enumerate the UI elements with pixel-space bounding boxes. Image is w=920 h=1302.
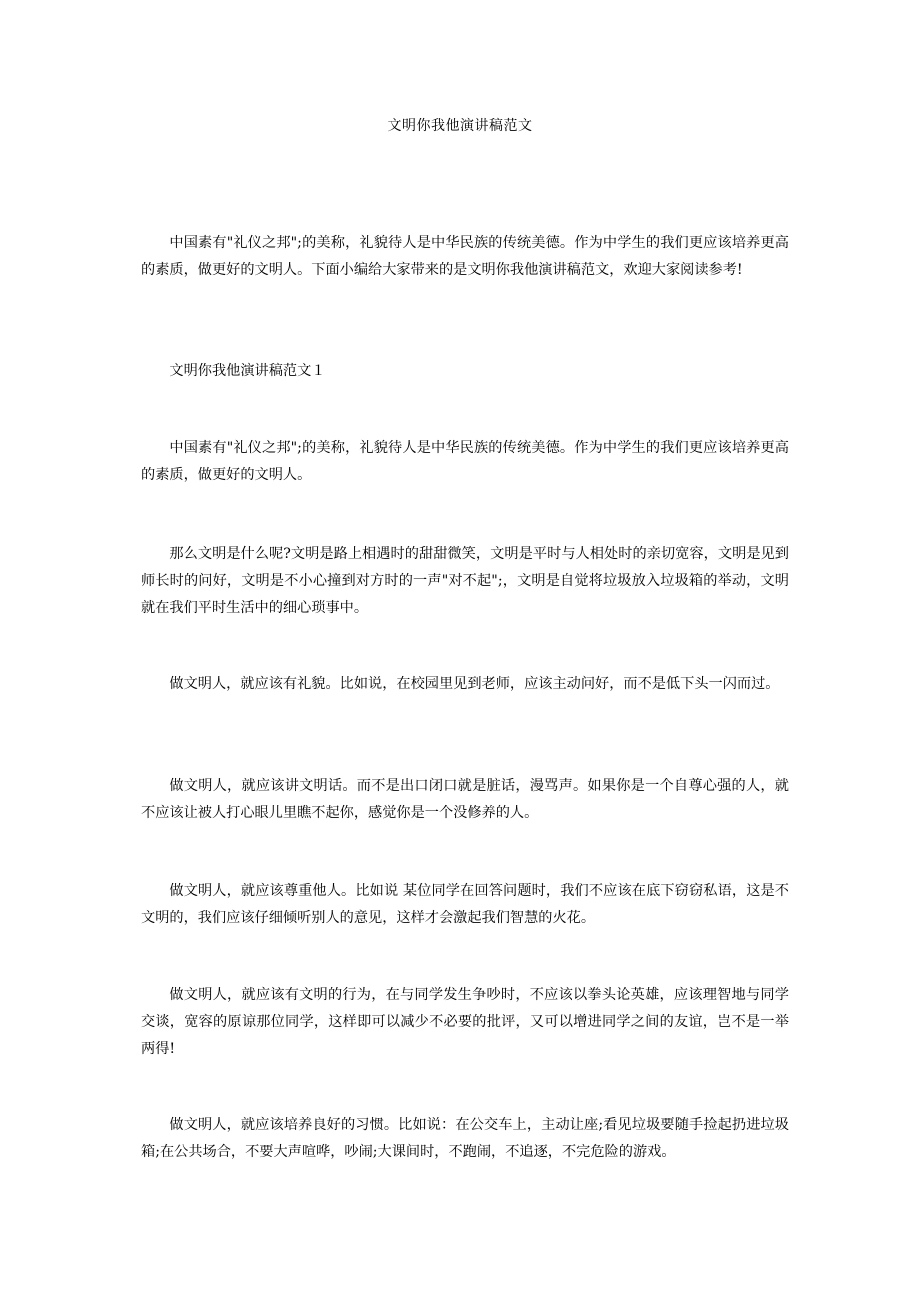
body-paragraph-3: 做文明人，就应该有礼貌。比如说，在校园里见到老师，应该主动问好，而不是低下头一闪而过。: [169, 676, 780, 692]
body-paragraph-2: 那么文明是什么呢?文明是路上相遇时的甜甜微笑，文明是平时与人相处时的亲切宽容，文明是见到师长时的问好，文明是不小心撞到对方时的一声"对不起";，文明是自觉将垃圾放入垃圾箱的举动，文明就在我们平时生活中的细心琐事中。: [141, 546, 789, 616]
body-paragraph-7: 做文明人，就应该培养良好的习惯。比如说：在公交车上，主动让座;看见垃圾要随手捡起扔进垃圾箱;在公共场合，不要大声喧哗，吵闹;大课间时，不跑闹，不追逐，不完危险的游戏。: [141, 1117, 789, 1160]
body-paragraph-4: 做文明人，就应该讲文明话。而不是出口闭口就是脏话，漫骂声。如果你是一个自尊心强的人，就不应该让被人打心眼儿里瞧不起你，感觉你是一个没修养的人。: [141, 778, 789, 821]
body-paragraph-5: 做文明人，就应该尊重他人。比如说 某位同学在回答问题时，我们不应该在底下窃窃私语，这是不文明的，我们应该仔细倾听别人的意见，这样才会激起我们智慧的火花。: [141, 883, 789, 926]
intro-paragraph: 中国素有"礼仪之邦";的美称，礼貌待人是中华民族的传统美德。作为中学生的我们更应该培养更高的素质，做更好的文明人。下面小编给大家带来的是文明你我他演讲稿范文，欢迎大家阅读参考!: [141, 235, 789, 278]
body-paragraph-6: 做文明人，就应该有文明的行为，在与同学发生争吵时，不应该以拳头论英雄，应该理智地与同学交谈，宽容的原谅那位同学，这样即可以减少不必要的批评，又可以增进同学之间的友谊，岂不是一举两得!: [141, 987, 789, 1057]
section-heading: 文明你我他演讲稿范文１: [169, 363, 326, 379]
body-paragraph-1: 中国素有"礼仪之邦";的美称，礼貌待人是中华民族的传统美德。作为中学生的我们更应该培养更高的素质，做更好的文明人。: [141, 440, 789, 483]
document-title: 文明你我他演讲稿范文: [387, 118, 533, 134]
